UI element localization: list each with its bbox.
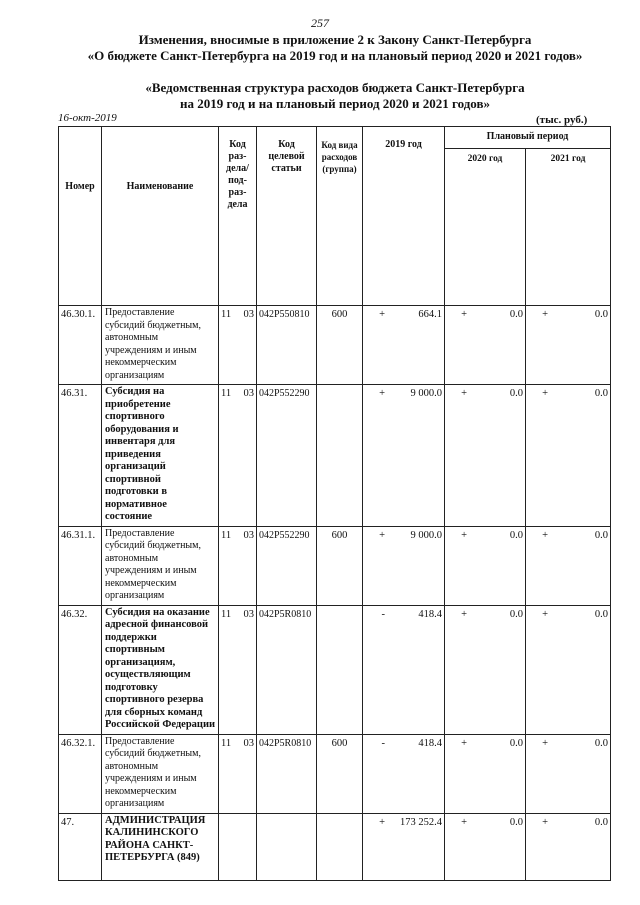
row-amount-2021: + 0.0: [526, 734, 611, 813]
row-expense-code: 600: [317, 306, 363, 385]
row-amount-2020: + 0.0: [445, 605, 526, 734]
table-row: [59, 734, 611, 813]
row-amount-2020: + 0.0: [445, 306, 526, 385]
row-amount-2019: + 9 000.0: [363, 526, 445, 605]
row-number: 46.30.1.: [59, 306, 102, 385]
table-row: [59, 813, 611, 880]
page-number: 257: [311, 16, 329, 30]
units-label: (тыс. руб.): [536, 114, 588, 126]
row-target-code: 042P5R0810: [257, 734, 317, 813]
row-number: 46.31.1.: [59, 526, 102, 605]
row-name: Предоставление субсидий бюджетным, автономным учреждениям и иным некоммерческим организациям: [102, 526, 219, 605]
row-amount-2019: + 9 000.0: [363, 385, 445, 527]
subtitle-line-1: «Ведомственная структура расходов бюджета Санкт-Петербурга: [145, 80, 525, 95]
title-line-2: «О бюджете Санкт-Петербурга на 2019 год и на плановый период 2020 и 2021 годов»: [87, 48, 583, 63]
header-expense-code: Код вида расходов (группа): [317, 127, 363, 306]
row-number: 46.31.: [59, 385, 102, 527]
row-target-code: 042P550810: [257, 306, 317, 385]
row-expense-code: [317, 605, 363, 734]
header-number: Номер: [59, 127, 102, 306]
row-target-code: 042P5R0810: [257, 605, 317, 734]
document-subtitle: [40, 80, 630, 112]
row-amount-2021: + 0.0: [526, 813, 611, 880]
row-amount-2021: + 0.0: [526, 605, 611, 734]
row-amount-2020: + 0.0: [445, 526, 526, 605]
row-number: 46.32.: [59, 605, 102, 734]
header-2020: 2020 год: [445, 149, 526, 306]
row-expense-code: 600: [317, 526, 363, 605]
row-section-code: 11 03: [219, 526, 257, 605]
row-amount-2020: + 0.0: [445, 734, 526, 813]
row-name: АДМИНИСТРАЦИЯ КАЛИНИНСКОГО РАЙОНА САНКТ-ПЕТЕРБУРГА (849): [102, 813, 219, 880]
row-number: 46.32.1.: [59, 734, 102, 813]
document-title: [40, 32, 630, 64]
row-name: Предоставление субсидий бюджетным, автономным учреждениям и иным некоммерческим организациям: [102, 734, 219, 813]
row-expense-code: 600: [317, 734, 363, 813]
table-row: [59, 306, 611, 385]
row-name: Предоставление субсидий бюджетным, автономным учреждениям и иным некоммерческим организациям: [102, 306, 219, 385]
row-target-code: 042P552290: [257, 385, 317, 527]
table-row: [59, 385, 611, 527]
row-amount-2019: + 664.1: [363, 306, 445, 385]
header-section-code: Код раз-дела/ под-раз-дела: [219, 127, 257, 306]
row-amount-2020: + 0.0: [445, 385, 526, 527]
header-name: Наименование: [102, 127, 219, 306]
subtitle-line-2: на 2019 год и на плановый период 2020 и 2021 годов»: [179, 96, 490, 111]
table-row: [59, 605, 611, 734]
row-expense-code: [317, 385, 363, 527]
row-section-code: 11 03: [219, 306, 257, 385]
header-2021: 2021 год: [526, 149, 611, 306]
row-amount-2019: - 418.4: [363, 734, 445, 813]
row-amount-2019: - 418.4: [363, 605, 445, 734]
row-amount-2020: + 0.0: [445, 813, 526, 880]
row-amount-2021: + 0.0: [526, 526, 611, 605]
row-section-code: 11 03: [219, 734, 257, 813]
budget-table: [58, 126, 611, 881]
row-section-code: 11 03: [219, 605, 257, 734]
row-name: Субсидия на приобретение спортивного оборудования и инвентаря для приведения организаций спортивной подготовки в нормативное состояние: [102, 385, 219, 527]
row-expense-code: [317, 813, 363, 880]
row-name: Субсидия на оказание адресной финансовой поддержки спортивным организациям, осуществляющим подготовку спортивного резерва для сборных команд Российской Федерации: [102, 605, 219, 734]
row-target-code: [257, 813, 317, 880]
row-amount-2021: + 0.0: [526, 306, 611, 385]
row-target-code: 042P552290: [257, 526, 317, 605]
row-amount-2019: + 173 252.4: [363, 813, 445, 880]
header-planned-period: Плановый период: [445, 127, 611, 149]
table-row: [59, 526, 611, 605]
row-number: 47.: [59, 813, 102, 880]
row-section-code: [219, 813, 257, 880]
title-line-1: Изменения, вносимые в приложение 2 к Закону Санкт-Петербурга: [138, 32, 532, 47]
header-target-code: Код целевой статьи: [257, 127, 317, 306]
row-section-code: 11 03: [219, 385, 257, 527]
row-amount-2021: + 0.0: [526, 385, 611, 527]
document-date: 16-окт-2019: [58, 112, 117, 124]
header-2019: 2019 год: [363, 127, 445, 306]
